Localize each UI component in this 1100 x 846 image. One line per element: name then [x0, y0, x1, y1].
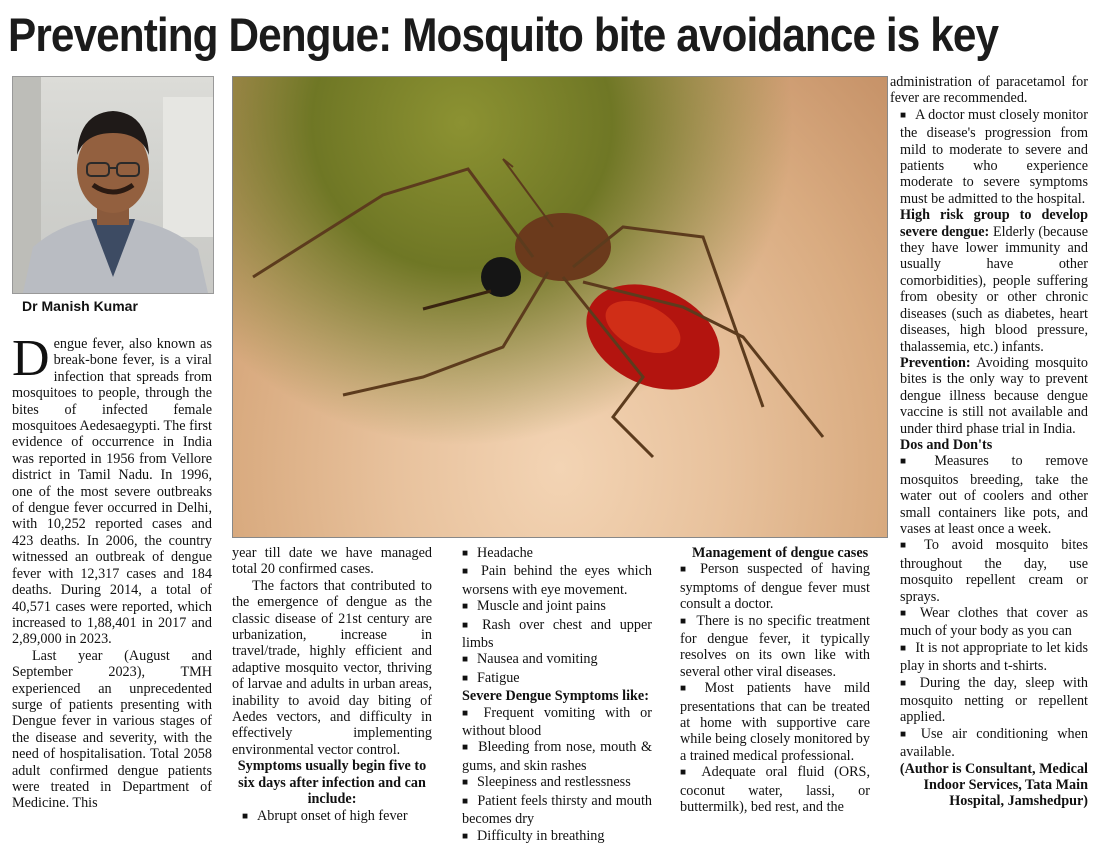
col2-paragraph-2: The factors that contributed to the emergence of dengue as the classic disease of 21st century are urbanization, increase in travel/trade, highly efficient and adaptive mosquito vector, thriving of larvae and adults in urban areas, inability to avoid day biting of Aedes vectors, and difficulty in effectively implementing environmental vector control.: [232, 577, 432, 758]
col5-dos-bullet-3: ■ Wear clothes that cover as much of your body as you can: [890, 605, 1088, 640]
prevention-text: Avoiding mosquito bites is the only way to prevent dengue illness because dengue vaccine is still not available and under third phase trial in India.: [900, 354, 1088, 437]
column-3: [452, 545, 652, 846]
col1-paragraph-2: Last year (August and September 2023), TMH experienced an unprecedented surge of patients presenting with Dengue fever in various stages of the disease and severity, with the need of hospitalisation. Total 2058 adult confirmed dengue patients were treated in Department of Medicine. This: [12, 647, 212, 812]
col4-bullet-2: ■ There is no specific treatment for dengue fever, it typically resolves on its own like with several other viral diseases.: [670, 613, 870, 681]
col4-bullet-4: ■ Adequate oral fluid (ORS, coconut water, lassi, or buttermilk), bed rest, and the: [670, 764, 870, 815]
mosquito-illustration: [233, 77, 887, 537]
col3-severe-bullet-2: ■ Bleeding from nose, mouth & gums, and skin rashes: [452, 739, 652, 774]
column-5: [890, 74, 1088, 810]
high-risk-text: Elderly (because they have lower immunity and usually have other comorbidities), people suffering from obesity or other chronic diseases (such as diabetes, heart diseases, high blood pressure, thalassemia, etc.) infants.: [900, 223, 1088, 355]
col5-dos-bullet-1: ■ Measures to remove mosquitos breeding, take the water out of coolers and other small containers like pots, and vases at least once a week.: [890, 453, 1088, 537]
prevention-label: Prevention:: [900, 354, 971, 371]
mosquito-photo: [232, 76, 888, 538]
col2-bullet-1: ■ Abrupt onset of high fever: [232, 808, 432, 826]
col3-bullet-1: ■ Headache: [452, 545, 652, 563]
severe-symptoms-heading: Severe Dengue Symptoms like:: [462, 688, 649, 705]
col3-bullet-3: ■ Muscle and joint pains: [452, 598, 652, 616]
headline: Preventing Dengue: Mosquito bite avoidance is key: [8, 8, 999, 61]
col5-bullet-doctor: ■ A doctor must closely monitor the disease's progression from mild to moderate to severe and patients who experience moderate to severe symptoms must be admitted to the hospital.: [890, 107, 1088, 207]
column-2: [232, 545, 432, 826]
col3-bullet-6: ■ Fatigue: [452, 670, 652, 688]
col5-dos-bullet-5: ■ During the day, sleep with mosquito netting or repellent applied.: [890, 675, 1088, 726]
author-photo: [12, 76, 214, 294]
col3-severe-bullet-1: ■ Frequent vomiting with or without blood: [452, 705, 652, 740]
dos-donts-heading: Dos and Don'ts: [900, 436, 993, 453]
management-heading: Management of dengue cases: [692, 545, 869, 561]
col3-bullet-4: ■ Rash over chest and upper limbs: [452, 617, 652, 652]
col4-bullet-1: ■ Person suspected of having symptoms of dengue fever must consult a doctor.: [670, 561, 870, 612]
author-note: (Author is Consultant, Medical Indoor Services, Tata Main Hospital, Jamshedpur): [899, 760, 1088, 810]
col3-severe-bullet-5: ■ Difficulty in breathing: [452, 828, 652, 846]
col3-bullet-2: ■ Pain behind the eyes which worsens with eye movement.: [452, 563, 652, 598]
col3-bullet-5: ■ Nausea and vomiting: [452, 651, 652, 669]
symptoms-heading: Symptoms usually begin five to six days after infection and can include:: [237, 758, 427, 808]
author-portrait-illustration: [13, 77, 213, 293]
col4-bullet-3: ■ Most patients have mild presentations that can be treated at home with supportive care while being closely monitored by a trained medical professional.: [670, 680, 870, 764]
high-risk-label: High risk group to develop severe dengue:: [900, 207, 1088, 240]
col5-dos-bullet-2: ■ To avoid mosquito bites throughout the day, use mosquito repellent cream or sprays.: [890, 537, 1088, 605]
col2-paragraph-1: year till date we have managed total 20 confirmed cases.: [232, 545, 432, 578]
column-1: [12, 330, 212, 812]
col3-severe-bullet-3: ■ Sleepiness and restlessness: [452, 774, 652, 792]
author-caption: Dr Manish Kumar: [22, 298, 138, 314]
col5-dos-bullet-4: ■ It is not appropriate to let kids play in shorts and t-shirts.: [890, 640, 1088, 675]
column-4: [670, 545, 870, 816]
col5-paragraph-1: administration of paracetamol for fever are recommended.: [890, 74, 1088, 107]
col3-severe-bullet-4: ■ Patient feels thirsty and mouth becomes dry: [452, 793, 652, 828]
col5-dos-bullet-6: ■ Use air conditioning when available.: [890, 726, 1088, 761]
col1-paragraph-1: engue fever, also known as break-bone fever, is a viral infection that spreads from mosquitoes to people, through the bites of infected female mosquitoes Aedesaegypti. The first evidence of occurrence in India was reported in 1956 from Vellore district in Tamil Nadu. In 1996, one of the most severe outbreaks of dengue fever occurred in Delhi, with 10,252 reported cases and 423 deaths. In 2006, the country witnessed an outbreak of dengue fever with 12,317 cases and 184 deaths. During 2014, a total of 40,571 cases were reported, which increased to 1,88,401 in 2017 and 2,89,000 in 2023.: [12, 336, 212, 648]
dropcap: D: [12, 330, 50, 387]
